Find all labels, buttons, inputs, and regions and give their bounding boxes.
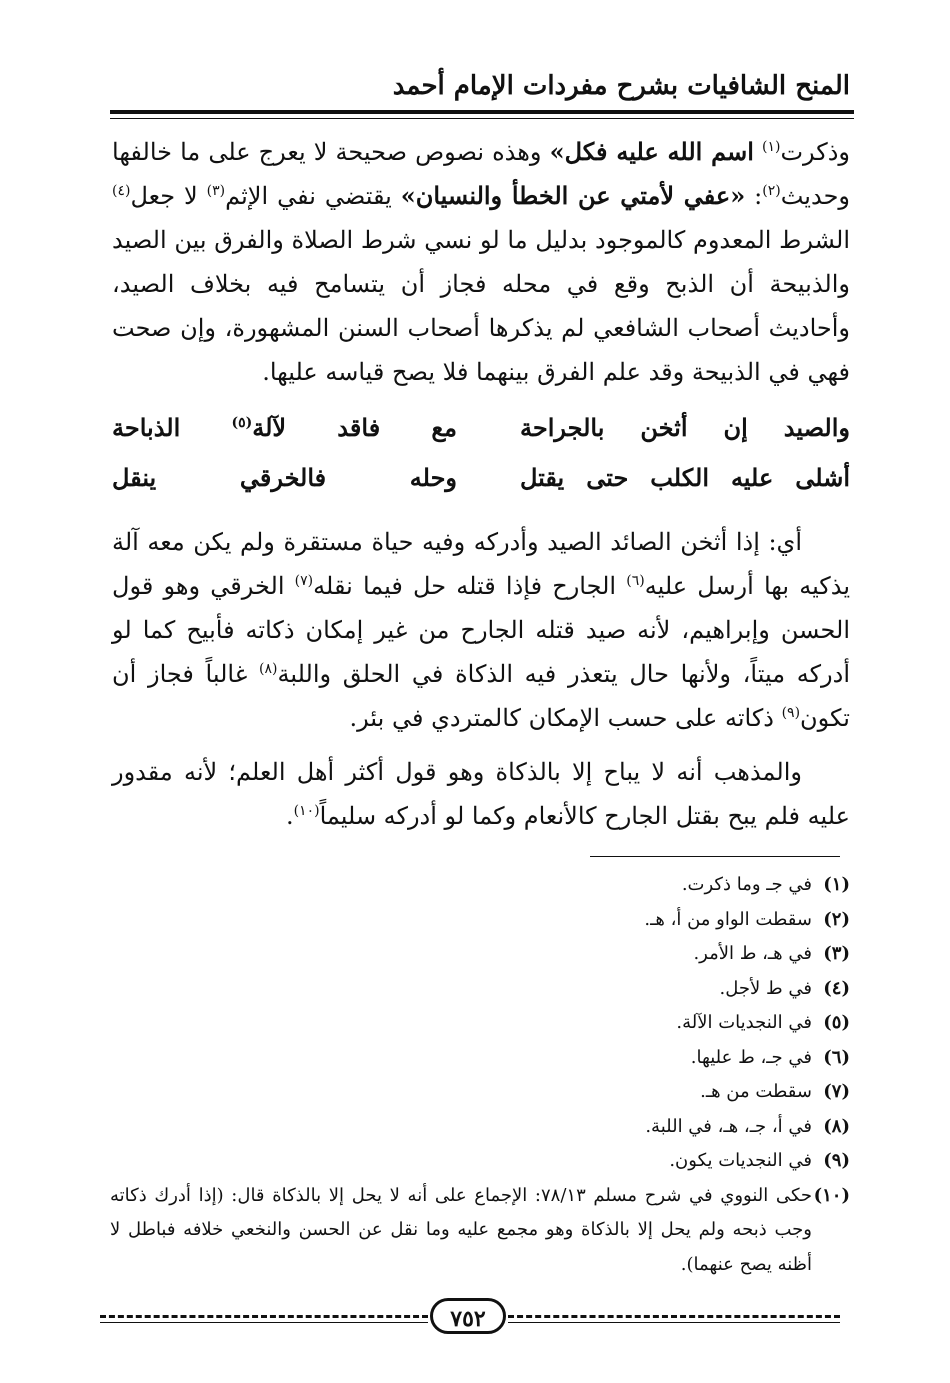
bottom-rule-dashed-left xyxy=(100,1315,428,1318)
footnote-item xyxy=(110,903,850,938)
footnote-item xyxy=(110,1144,850,1179)
text-run: . xyxy=(285,802,294,830)
footnote-marker: (٧) xyxy=(294,573,314,589)
footnote-number: (٢) xyxy=(823,908,850,930)
footnote-marker: (١٠) xyxy=(293,803,320,819)
footnote-item xyxy=(110,937,850,972)
footnote-item xyxy=(110,1179,850,1283)
text-run: غالباً فجاز أن تكون xyxy=(112,660,850,732)
text-run: الشرط المعدوم كالموجود بدليل ما لو نسي شرط الصلاة والفرق بين الصيد والذبيحة أن الذبح وقع في محله فجاز أن يتسامح فيه بخلاف الصيد، وأحاديث أصحاب الشافعي لم يذكرها أصحاب السنن المشهورة، وإن صحت فهي في الذبيحة وقد علم الفرق بينهما فلا يصح قياسه عليها. xyxy=(112,226,850,386)
running-header-title: المنح الشافيات بشرح مفردات الإمام أحمد xyxy=(392,71,850,101)
verse-line-1 xyxy=(112,408,850,448)
footnote-number: (١) xyxy=(823,874,850,895)
text-run: الذباحة xyxy=(112,413,232,442)
text-run xyxy=(754,138,762,166)
paragraph-3 xyxy=(112,520,850,740)
footnote-marker: (٦) xyxy=(626,573,645,589)
bottom-rule-dashed-right xyxy=(508,1315,840,1318)
footnote-marker: (٩) xyxy=(781,705,801,721)
footnote-separator xyxy=(590,856,840,857)
footnote-number: (١٠) xyxy=(813,1184,850,1206)
footnote-marker: (٥) xyxy=(231,415,253,431)
footnote-text: سقطت الواو من أ، هـ. xyxy=(644,908,812,930)
bottom-rule-thin-left xyxy=(100,1322,428,1323)
footnote-marker: (٤) xyxy=(112,183,131,199)
header-rule-thick xyxy=(110,110,854,114)
footnote-item xyxy=(110,1041,850,1076)
footnote-number: (٨) xyxy=(823,1115,850,1137)
text-run: وذكرت xyxy=(780,138,850,166)
text-run: يقتضي نفي الإثم xyxy=(225,182,401,210)
footnote-text: في أ، جـ، هـ، في اللبة. xyxy=(645,1115,812,1137)
text-run: الخرقي وهو قول الحسن وإبراهيم، لأنه صيد قتله الجارح من غير إمكان ذكاته فأبيح كما لو أدركه ميتاً، ولأنها حال يتعذر فيه الذكاة في الحلق واللبة xyxy=(112,572,850,688)
verse-hemistich-left xyxy=(112,408,457,448)
footnote-item xyxy=(110,972,850,1007)
verse-hemistich-right: أشلى عليه الكلب حتى يقتل xyxy=(520,463,850,492)
paragraph-1 xyxy=(112,130,850,394)
verse-hemistich-left: وحله فالخرقي ينقل xyxy=(112,463,457,492)
footnote-number: (٦) xyxy=(823,1046,850,1068)
quoted-text-bold: اسم الله عليه فكل» xyxy=(549,137,754,166)
paragraph-4 xyxy=(112,750,850,838)
text-run: لا جعل xyxy=(130,182,207,210)
footnotes-list xyxy=(110,868,850,1282)
text-run: أي: إذا أثخن الصائد الصيد وأدركه وفيه حياة مستقرة ولم يكن معه آلة يذكيه بها أرسل عليه xyxy=(112,528,851,600)
footnote-text: في النجديات الآلة. xyxy=(676,1012,812,1033)
footnote-number: (٧) xyxy=(823,1081,850,1102)
text-run: والمذهب أنه لا يباح إلا بالذكاة وهو قول أكثر أهل العلم؛ لأنه مقدور عليه فلم يبح بقتل الجارح كالأنعام وكما لو أدركه سليماً xyxy=(112,758,850,830)
footnote-marker: (٣) xyxy=(206,183,226,199)
footnote-number: (٥) xyxy=(823,1012,850,1033)
header-rule-thin xyxy=(110,118,854,119)
footnote-text: في النجديات يكون. xyxy=(669,1150,812,1171)
footnote-number: (٩) xyxy=(823,1150,850,1171)
footnote-text: سقطت من هـ. xyxy=(700,1081,812,1102)
footnote-marker: (٢) xyxy=(762,183,781,199)
footnote-item xyxy=(110,868,850,903)
text-run: ذكاته على حسب الإمكان كالمتردي في بئر. xyxy=(349,704,782,732)
text-run: مع فاقد لآلة xyxy=(252,413,457,442)
footnote-number: (٣) xyxy=(823,943,850,964)
footnote-marker: (١) xyxy=(761,139,781,155)
footnote-marker: (٨) xyxy=(259,661,278,677)
page-number: ٧٥٢ xyxy=(430,1298,506,1334)
text-run: : xyxy=(745,182,763,210)
verse-hemistich-right: والصيد إن أثخن بالجراحة xyxy=(520,413,850,442)
footnote-item xyxy=(110,1110,850,1145)
hadith-quote-bold: «عفي لأمتي عن الخطأ والنسيان» xyxy=(400,181,746,210)
bottom-rule-thin-right xyxy=(508,1322,840,1323)
footnote-text: في ط لأجل. xyxy=(719,977,812,999)
footnote-item xyxy=(110,1006,850,1041)
footnote-text: في جـ وما ذكرت. xyxy=(681,874,812,895)
footnote-number: (٤) xyxy=(823,977,850,999)
footnote-text: حكى النووي في شرح مسلم ٧٨/١٣: الإجماع على أنه لا يحل إلا بالذكاة قال: (إذا أدرك ذكاته وجب ذبحه ولم يحل إلا بالذكاة وهو مجمع عليه وما نقل عن الحسن والنخعي خلافه فباطل لا أظنه يصح عنهما). xyxy=(110,1184,813,1275)
verse-line-2 xyxy=(112,458,850,498)
footnote-text: في هـ، ط الأمر. xyxy=(693,943,812,964)
footnote-text: في جـ، ط عليها. xyxy=(690,1046,812,1068)
footnote-item xyxy=(110,1075,850,1110)
text-run: الجارح فإذا قتله حل فيما نقله xyxy=(313,572,627,600)
text-run: وهذه نصوص صحيحة لا يعرج على ما خالفها وحديث xyxy=(112,138,850,210)
